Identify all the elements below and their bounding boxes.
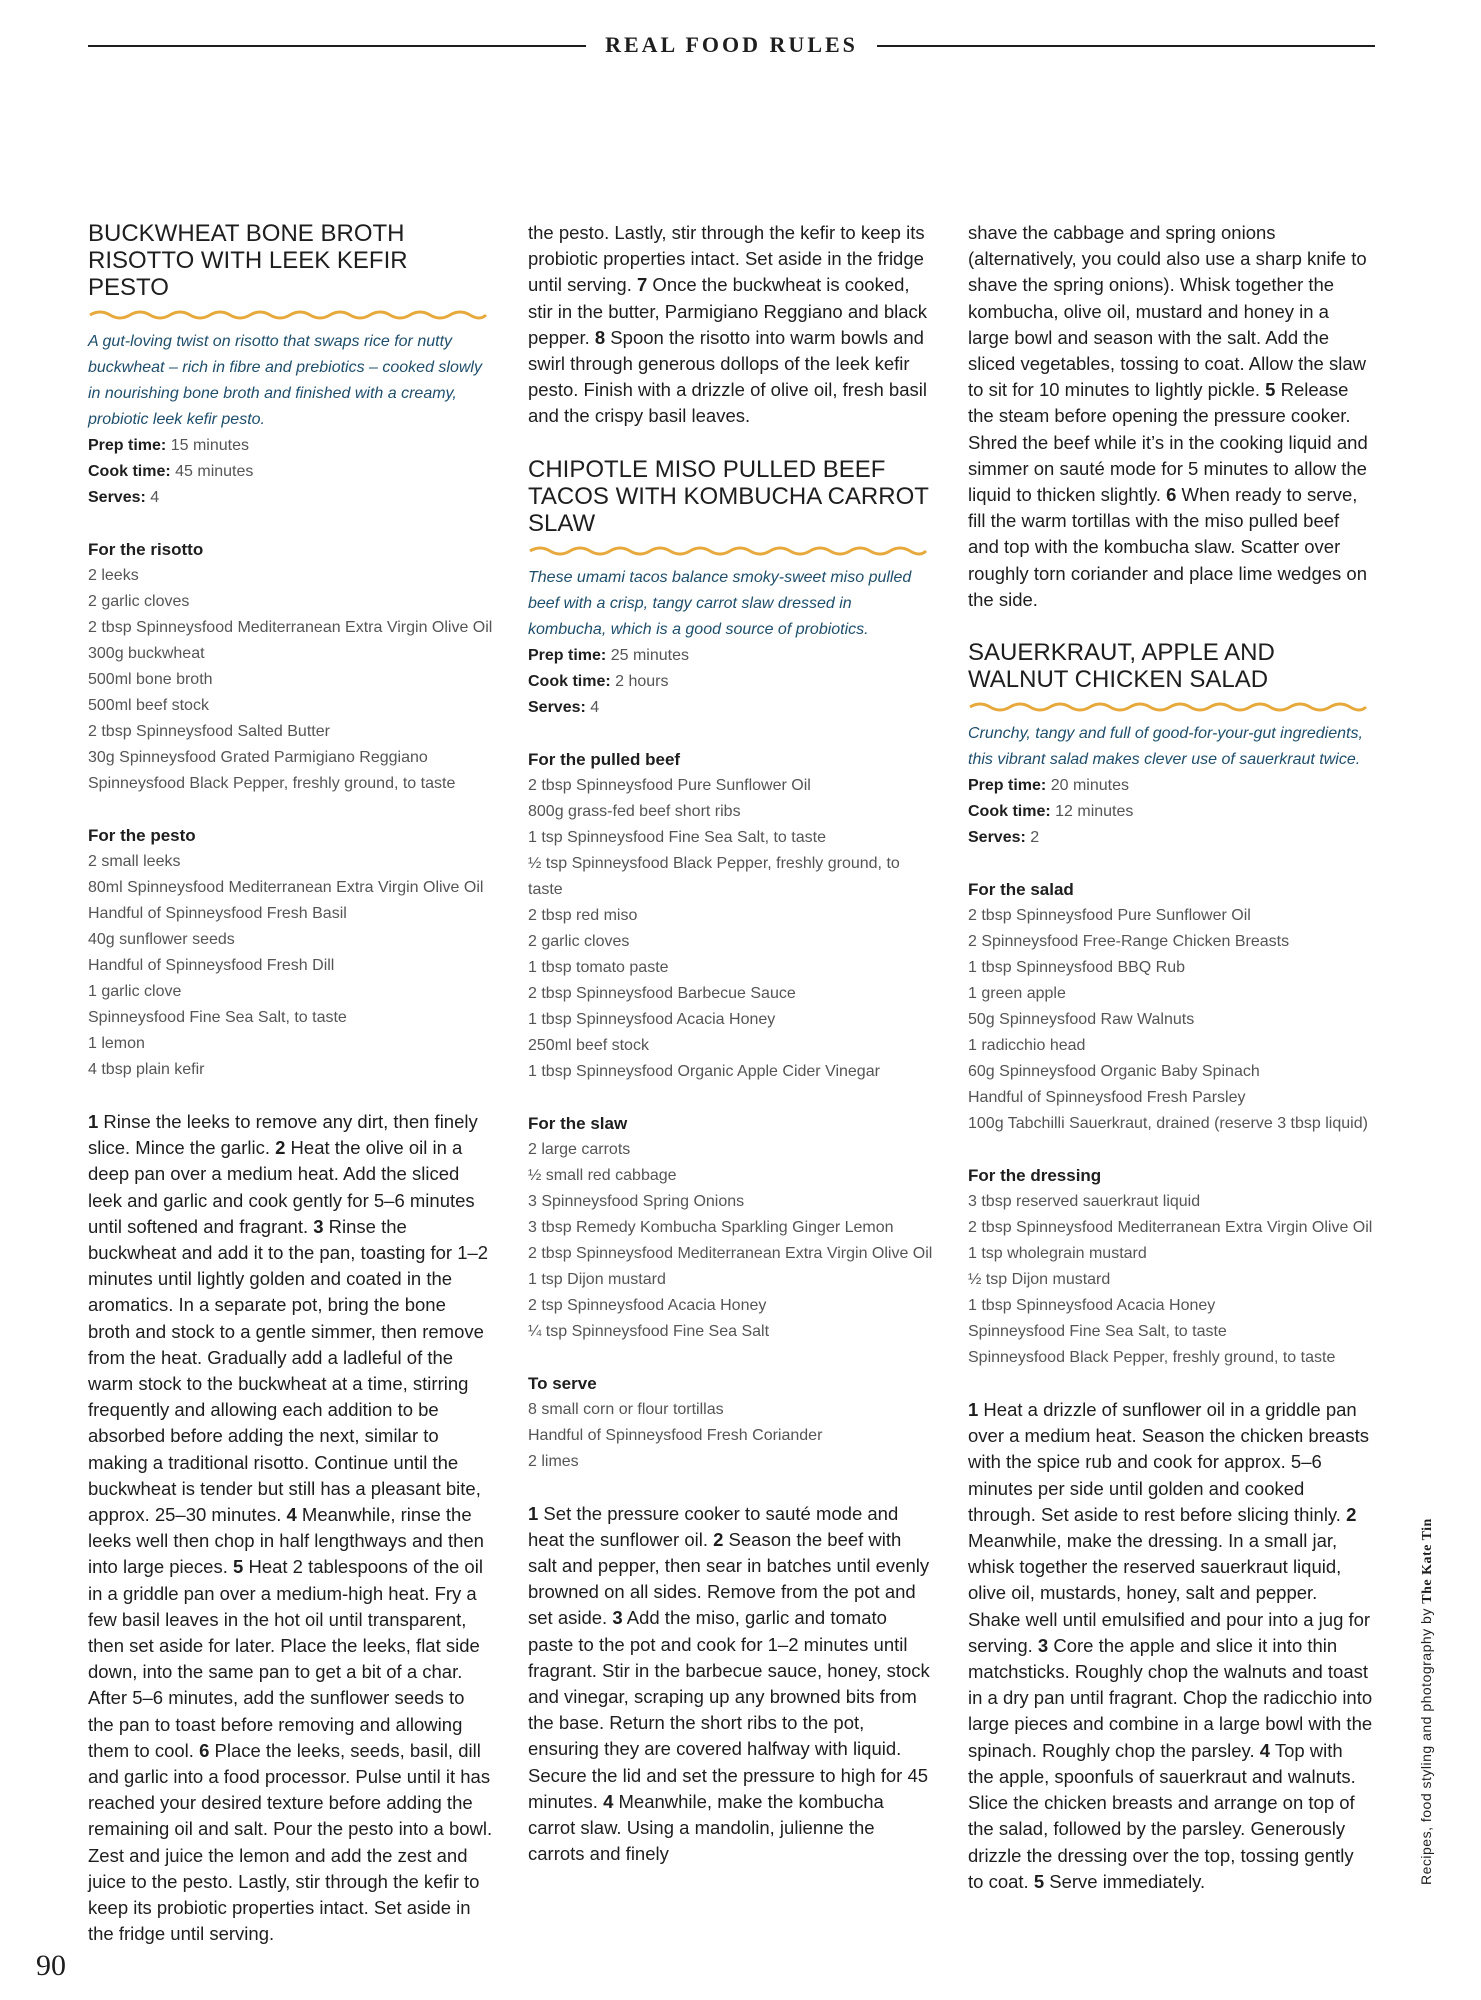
cook-time: Cook time: 2 hours <box>528 672 669 690</box>
ingredient-item: Spinneysfood Black Pepper, freshly ground, to taste <box>968 1349 1336 1367</box>
recipe-title: SAUERKRAUT, APPLE AND WALNUT CHICKEN SALAD <box>968 639 1275 694</box>
ingredient-item: 1 tbsp Spinneysfood Acacia Honey <box>968 1297 1216 1315</box>
step-number: 2 <box>1346 1503 1357 1525</box>
header-rule-right <box>877 45 1375 47</box>
ingredient-item: 2 tbsp Spinneysfood Salted Butter <box>88 723 330 740</box>
ingredients-heading: For the dressing <box>968 1166 1102 1186</box>
ingredient-item: 250ml beef stock <box>528 1036 649 1054</box>
ingredient-item: ½ small red cabbage <box>528 1166 677 1184</box>
ingredient-item: 300g buckwheat <box>88 645 205 662</box>
step-text: Meanwhile, rinse the leeks well then chop in half lengthways and then into large pieces. <box>88 1504 484 1578</box>
ingredient-item: 1 lemon <box>88 1035 145 1052</box>
step-text: Serve immediately. <box>1044 1870 1206 1892</box>
step-number: 3 <box>1037 1634 1049 1656</box>
ingredient-item: 800g grass-fed beef short ribs <box>528 802 741 820</box>
serves: Serves: 4 <box>528 698 600 716</box>
column-1 <box>88 220 493 1948</box>
method-text <box>528 1501 933 1868</box>
ingredient-item: ½ tsp Spinneysfood Black Pepper, freshly ground, to taste <box>528 854 900 898</box>
step-text: Once the buckwheat is cooked, stir in the butter, Parmigiano Reggiano and black pepper. <box>528 274 928 348</box>
ingredient-item: 60g Spinneysfood Organic Baby Spinach <box>968 1063 1260 1081</box>
step-text: Top with the apple, spoonfuls of sauerkraut and walnuts. Slice the chicken breasts and arrange on top of the salad, followed by the parsley. Generously drizzle the dressing over the top, tossing gently to coat. <box>968 1739 1356 1892</box>
ingredient-item: 2 garlic cloves <box>528 932 630 950</box>
step-number: 4 <box>286 1504 297 1526</box>
ingredient-item: 1 tbsp Spinneysfood Acacia Honey <box>528 1010 776 1028</box>
photo-credit: Recipes, food styling and photography by The Kate Tin <box>1418 1518 1435 1885</box>
ingredients-heading: To serve <box>528 1373 597 1393</box>
step-number: 3 <box>612 1607 623 1629</box>
ingredient-item: 2 limes <box>528 1452 579 1470</box>
ingredient-item: 1 tbsp tomato paste <box>528 958 669 976</box>
ingredient-item: 1 tbsp Spinneysfood Organic Apple Cider Vinegar <box>528 1062 880 1080</box>
step-number: 5 <box>233 1556 244 1578</box>
recipe-intro: A gut-loving twist on risotto that swaps rice for nutty buckwheat – rich in fibre and prebiotics – cooked slowly in nourishing bone broth and finished with a creamy, probiotic leek kefir pesto. <box>88 333 482 428</box>
ingredient-item: 2 tbsp Spinneysfood Pure Sunflower Oil <box>528 776 811 794</box>
step-text: Meanwhile, make the kombucha carrot slaw. Using a mandolin, julienne the carrots and finely <box>528 1790 884 1865</box>
ingredient-item: 2 garlic cloves <box>88 593 190 610</box>
ingredient-item: 2 tsp Spinneysfood Acacia Honey <box>528 1296 767 1314</box>
method-text <box>528 220 933 430</box>
ingredient-item: 1 garlic clove <box>88 983 182 1000</box>
step-text: Spoon the risotto into warm bowls and swirl through generous dollops of the leek kefir pesto. Finish with a drizzle of olive oil, fresh basil and the crispy basil leaves. <box>528 326 927 427</box>
ingredient-item: 2 tbsp Spinneysfood Barbecue Sauce <box>528 984 796 1002</box>
ingredient-item: 4 tbsp plain kefir <box>88 1061 205 1078</box>
ingredient-item: 2 tbsp Spinneysfood Mediterranean Extra Virgin Olive Oil <box>88 619 493 636</box>
ingredient-list <box>88 849 493 1083</box>
ingredient-item: 3 Spinneysfood Spring Onions <box>528 1192 745 1210</box>
ingredient-list <box>528 1397 933 1475</box>
step-number: 5 <box>1033 1870 1045 1892</box>
ingredient-item: Handful of Spinneysfood Fresh Basil <box>88 905 347 922</box>
ingredient-item: 1 tsp Dijon mustard <box>528 1270 666 1288</box>
ingredient-list <box>968 1189 1373 1371</box>
step-text: Place the leeks, seeds, basil, dill and garlic into a food processor. Pulse until it has reached your desired texture before adding the remaining oil and salt. Pour the pesto into a bowl. Zest and juice the lemon and add the zest and juice to the pesto. Lastly, stir through the kefir to keep its probiotic properties intact. Set aside in the fridge until serving. <box>88 1739 493 1945</box>
step-text: Set the pressure cooker to sauté mode and heat the sunflower oil. <box>528 1502 899 1550</box>
step-number: 6 <box>199 1739 210 1761</box>
ingredient-item: 2 leeks <box>88 567 139 584</box>
cook-time: Cook time: 45 minutes <box>88 463 254 480</box>
step-text: Release the steam before opening the pressure cooker. Shred the beef while it’s in the cooking liquid and simmer on sauté mode for 5 minutes to allow the liquid to thicken slightly. <box>968 379 1368 506</box>
ingredient-item: 1 green apple <box>968 985 1066 1003</box>
ingredient-item: 500ml beef stock <box>88 697 209 714</box>
column-2 <box>528 220 933 1867</box>
step-number: 2 <box>713 1528 724 1550</box>
ingredient-item: 100g Tabchilli Sauerkraut, drained (reserve 3 tbsp liquid) <box>968 1115 1368 1133</box>
step-text: Rinse the leeks to remove any dirt, then finely slice. Mince the garlic. <box>88 1111 478 1159</box>
ingredient-item: 1 tsp Spinneysfood Fine Sea Salt, to taste <box>528 828 826 846</box>
step-text: Season the beef with salt and pepper, then sear in batches until evenly browned on all sides. Remove from the pot and set aside. <box>528 1528 930 1629</box>
wave-divider <box>968 701 1368 713</box>
ingredient-list <box>88 563 493 797</box>
ingredient-item: 30g Spinneysfood Grated Parmigiano Reggiano <box>88 749 428 766</box>
step-number: 7 <box>637 274 648 296</box>
ingredient-item: Handful of Spinneysfood Fresh Coriander <box>528 1426 823 1444</box>
step-text: Core the apple and slice it into thin matchsticks. Roughly chop the walnuts and toast in a dry pan until fragrant. Chop the radicchio into large pieces and combine in a large bowl with the spinach. Roughly chop the parsley. <box>968 1634 1373 1761</box>
method-text <box>968 220 1373 613</box>
ingredient-item: 2 tbsp Spinneysfood Pure Sunflower Oil <box>968 907 1251 925</box>
step-number: 4 <box>603 1790 614 1812</box>
ingredient-item: 500ml bone broth <box>88 671 213 688</box>
step-text: shave the cabbage and spring onions (alternatively, you could also use a sharp knife to shave the spring onions). Whisk together the kombucha, olive oil, mustard and honey in a large bowl and season with the salt. Add the sliced vegetables, tossing to coat. Allow the slaw to sit for 10 minutes to lightly pickle. <box>968 222 1367 401</box>
step-number: 1 <box>88 1111 99 1132</box>
step-number: 5 <box>1265 379 1276 401</box>
ingredient-item: 40g sunflower seeds <box>88 931 235 948</box>
step-number: 4 <box>1259 1739 1271 1761</box>
ingredient-item: 1 radicchio head <box>968 1037 1086 1055</box>
step-text: the pesto. Lastly, stir through the kefir to keep its probiotic properties intact. Set aside in the fridge until serving. <box>528 222 925 296</box>
step-number: 1 <box>968 1399 979 1421</box>
ingredient-item: 3 tbsp reserved sauerkraut liquid <box>968 1193 1201 1211</box>
ingredient-item: 3 tbsp Remedy Kombucha Sparkling Ginger Lemon <box>528 1218 894 1236</box>
step-number: 8 <box>594 326 606 348</box>
method-text <box>968 1397 1373 1895</box>
ingredient-item: 80ml Spinneysfood Mediterranean Extra Virgin Olive Oil <box>88 879 484 896</box>
step-number: 2 <box>275 1137 286 1159</box>
header-title: REAL FOOD RULES <box>605 32 858 57</box>
method-text <box>88 1109 493 1948</box>
step-text: Rinse the buckwheat and add it to the pan, toasting for 1–2 minutes until lightly golden and coated in the aromatics. In a separate pot, bring the bone broth and stock to a gentle simmer, then remove from the heat. Gradually add a ladleful of the warm stock to the buckwheat at a time, stirring frequently and allowing each addition to be absorbed before adding the next, similar to making a traditional risotto. Continue until the buckwheat is tender but still has a pleasant bite, approx. 25–30 minutes. <box>88 1215 489 1526</box>
ingredient-item: 2 tbsp Spinneysfood Mediterranean Extra Virgin Olive Oil <box>968 1219 1373 1237</box>
ingredient-item: 2 tbsp Spinneysfood Mediterranean Extra Virgin Olive Oil <box>528 1244 933 1262</box>
recipe-intro: Crunchy, tangy and full of good-for-your-gut ingredients, this vibrant salad makes clever use of sauerkraut twice. <box>968 725 1363 769</box>
ingredient-item: Spinneysfood Fine Sea Salt, to taste <box>88 1009 347 1026</box>
header-rule-left <box>88 45 586 47</box>
step-text: Heat a drizzle of sunflower oil in a griddle pan over a medium heat. Season the chicken breasts with the spice rub and cook for approx. 5–6 minutes per side until golden and cooked through. Set aside to rest before slicing thinly. <box>968 1399 1370 1525</box>
wave-divider <box>528 545 928 557</box>
ingredients-heading: For the pulled beef <box>528 749 681 769</box>
ingredient-item: 2 tbsp red miso <box>528 906 638 924</box>
ingredient-item: 1 tbsp Spinneysfood BBQ Rub <box>968 959 1186 977</box>
serves: Serves: 2 <box>968 829 1040 847</box>
step-text: When ready to serve, fill the warm tortillas with the miso pulled beef and top with the kombucha slaw. Scatter over roughly torn coriander and place lime wedges on the side. <box>968 484 1368 610</box>
ingredient-list <box>528 773 933 1085</box>
prep-time: Prep time: 25 minutes <box>528 646 689 664</box>
step-text: Heat 2 tablespoons of the oil in a griddle pan over a medium-high heat. Fry a few basil leaves in the hot oil until transparent, then set aside for later. Place the leeks, flat side down, into the same pan to get a bit of a char. After 5–6 minutes, add the sunflower seeds to the pan to toast before removing and allowing them to cool. <box>88 1556 483 1761</box>
step-text: Add the miso, garlic and tomato paste to the pot and cook for 1–2 minutes until fragrant. Stir in the barbecue sauce, honey, stock and vinegar, scraping up any browned bits from the base. Return the short ribs to the pot, ensuring they are covered halfway with liquid. Secure the lid and set the pressure to high for 45 minutes. <box>528 1607 930 1812</box>
wave-divider <box>88 309 488 321</box>
ingredient-item: 2 Spinneysfood Free-Range Chicken Breasts <box>968 933 1290 951</box>
ingredient-item: Handful of Spinneysfood Fresh Parsley <box>968 1089 1246 1107</box>
ingredients-heading: For the slaw <box>528 1113 628 1133</box>
ingredient-item: Handful of Spinneysfood Fresh Dill <box>88 957 335 974</box>
column-3 <box>968 220 1373 1895</box>
ingredients-heading: For the salad <box>968 880 1074 900</box>
page-header <box>88 30 1375 60</box>
ingredient-list <box>528 1137 933 1345</box>
page-number: 90 <box>36 1949 66 1982</box>
ingredient-item: 50g Spinneysfood Raw Walnuts <box>968 1011 1195 1029</box>
ingredient-item: ¼ tsp Spinneysfood Fine Sea Salt <box>528 1322 770 1340</box>
ingredient-item: Spinneysfood Black Pepper, freshly ground, to taste <box>88 775 456 792</box>
prep-time: Prep time: 20 minutes <box>968 777 1129 795</box>
ingredient-item: ½ tsp Dijon mustard <box>968 1271 1111 1289</box>
recipe-title: BUCKWHEAT BONE BROTH RISOTTO WITH LEEK KEFIR PESTO <box>88 220 408 301</box>
ingredient-item: 1 tsp wholegrain mustard <box>968 1245 1147 1263</box>
ingredients-heading: For the pesto <box>88 826 196 845</box>
step-text: Heat the olive oil in a deep pan over a medium heat. Add the sliced leek and garlic and cook gently for 5–6 minutes until softened and fragrant. <box>88 1137 475 1237</box>
serves: Serves: 4 <box>88 489 160 506</box>
prep-time: Prep time: 15 minutes <box>88 437 249 454</box>
ingredients-heading: For the risotto <box>88 540 204 559</box>
recipe-intro: These umami tacos balance smoky-sweet miso pulled beef with a crisp, tangy carrot slaw dressed in kombucha, which is a good source of probiotics. <box>528 568 912 638</box>
step-number: 6 <box>1166 484 1177 506</box>
ingredient-item: 2 small leeks <box>88 853 181 870</box>
ingredient-item: 2 large carrots <box>528 1140 631 1158</box>
cook-time: Cook time: 12 minutes <box>968 803 1134 821</box>
recipe-title: CHIPOTLE MISO PULLED BEEF TACOS WITH KOMBUCHA CARROT SLAW <box>528 455 929 537</box>
step-text: Meanwhile, make the dressing. In a small jar, whisk together the reserved sauerkraut liquid, olive oil, mustards, honey, salt and pepper. Shake well until emulsified and pour into a jug for serving. <box>968 1530 1371 1656</box>
ingredient-list <box>968 903 1373 1137</box>
ingredient-item: 8 small corn or flour tortillas <box>528 1400 724 1418</box>
ingredient-item: Spinneysfood Fine Sea Salt, to taste <box>968 1323 1227 1341</box>
step-number: 1 <box>528 1502 539 1524</box>
step-number: 3 <box>313 1215 324 1237</box>
